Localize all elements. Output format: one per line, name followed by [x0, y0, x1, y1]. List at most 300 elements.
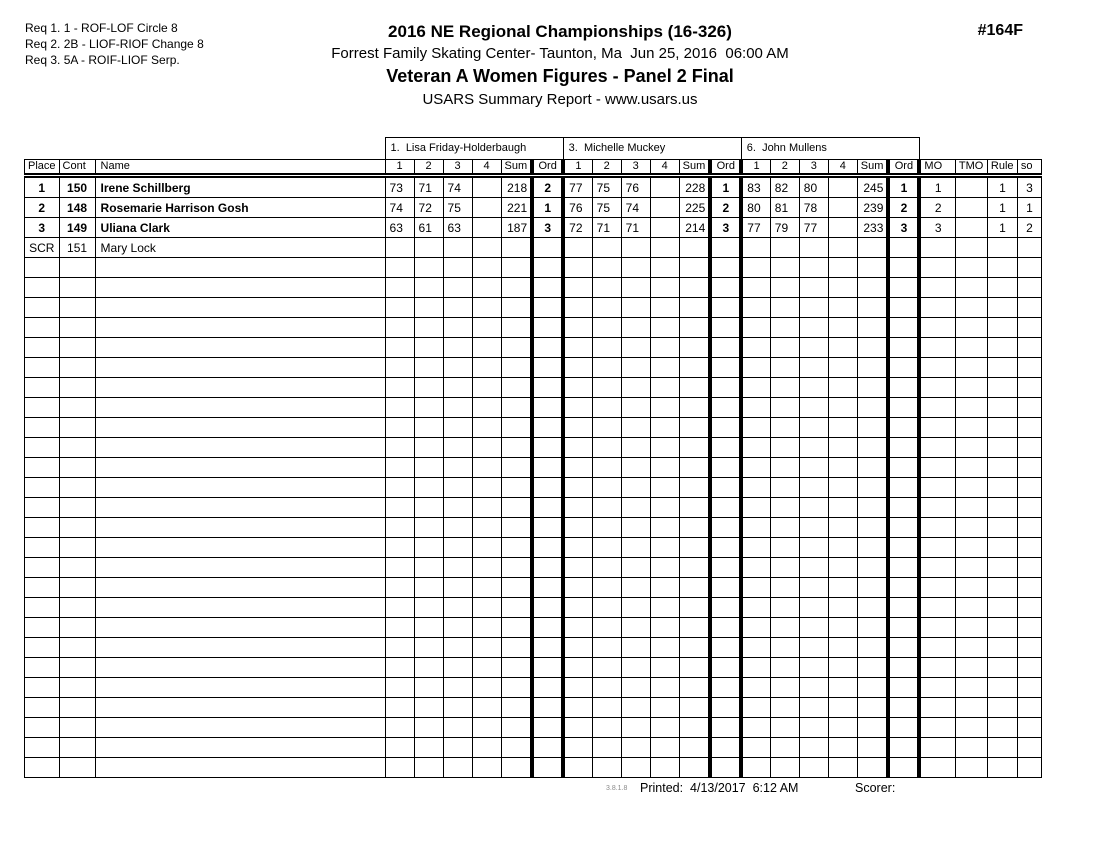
cell-judge2-score2: 75: [592, 176, 621, 198]
cell-judge2-ordinal: [710, 418, 741, 438]
cell-judge2-score4: [650, 618, 679, 638]
cell-judge1-score4: [472, 438, 501, 458]
cell-judge2-score1: 72: [563, 218, 592, 238]
cell-contestant-number: [59, 578, 95, 598]
cell-judge1-sum: [501, 578, 532, 598]
cell-rule: [987, 498, 1017, 518]
cell-judge1-score4: [472, 758, 501, 778]
cell-so: [1017, 698, 1041, 718]
cell-judge3-score2: [770, 678, 799, 698]
cell-tmo: [955, 398, 987, 418]
cell-judge2-sum: [679, 438, 710, 458]
cell-judge1-score3: [443, 518, 472, 538]
cell-contestant-number: [59, 318, 95, 338]
cell-judge3-score1: [741, 318, 770, 338]
cell-judge2-sum: [679, 738, 710, 758]
cell-judge3-score4: [828, 518, 857, 538]
cell-judge2-score3: [621, 398, 650, 418]
cell-contestant-number: [59, 398, 95, 418]
cell-judge3-score4: [828, 258, 857, 278]
cell-judge2-ordinal: [710, 258, 741, 278]
requirement-line-1: Req 1. 1 - ROF-LOF Circle 8: [25, 21, 178, 35]
printed-timestamp: Printed: 4/13/2017 6:12 AM: [640, 781, 799, 795]
cell-judge3-score1: [741, 658, 770, 678]
cell-judge3-score4: [828, 438, 857, 458]
cell-judge1-score4: [472, 398, 501, 418]
cell-judge3-ordinal: [888, 338, 919, 358]
cell-contestant-number: [59, 278, 95, 298]
cell-judge2-score4: [650, 338, 679, 358]
cell-judge1-score4: [472, 458, 501, 478]
cell-so: [1017, 538, 1041, 558]
cell-judge3-score2: [770, 398, 799, 418]
cell-place: [25, 338, 60, 358]
cell-judge2-score3: [621, 438, 650, 458]
cell-judge3-score2: [770, 338, 799, 358]
cell-judge2-score1: 76: [563, 198, 592, 218]
cell-judge1-score1: [385, 418, 414, 438]
cell-judge3-score1: [741, 478, 770, 498]
col-header-judge1-2: 2: [414, 160, 443, 176]
cell-judge1-ordinal: [532, 478, 563, 498]
cell-judge1-score4: [472, 298, 501, 318]
cell-judge1-score1: [385, 498, 414, 518]
cell-rule: [987, 318, 1017, 338]
cell-judge1-score1: [385, 698, 414, 718]
cell-judge1-score4: [472, 258, 501, 278]
cell-judge1-ordinal: [532, 518, 563, 538]
cell-rule: [987, 538, 1017, 558]
cell-judge2-sum: [679, 378, 710, 398]
cell-rule: 1: [987, 218, 1017, 238]
judges-row-right-spacer: [919, 138, 1041, 160]
cell-judge2-score2: [592, 498, 621, 518]
cell-judge2-score3: [621, 578, 650, 598]
cell-mo: [919, 238, 955, 258]
cell-judge3-sum: [857, 598, 888, 618]
cell-judge1-ordinal: [532, 578, 563, 598]
cell-judge1-sum: 221: [501, 198, 532, 218]
empty-row: [25, 398, 1042, 418]
cell-place: [25, 498, 60, 518]
cell-judge3-score1: 83: [741, 176, 770, 198]
cell-judge3-score4: [828, 358, 857, 378]
cell-tmo: [955, 418, 987, 438]
cell-judge3-sum: [857, 538, 888, 558]
cell-judge3-score1: [741, 558, 770, 578]
cell-judge3-score3: 77: [799, 218, 828, 238]
cell-judge2-score4: [650, 318, 679, 338]
cell-judge3-score3: [799, 718, 828, 738]
cell-place: [25, 758, 60, 778]
cell-judge3-score1: [741, 418, 770, 438]
cell-judge1-sum: [501, 678, 532, 698]
col-header-judge3-3: 3: [799, 160, 828, 176]
cell-judge2-score3: [621, 298, 650, 318]
cell-judge1-ordinal: [532, 398, 563, 418]
cell-judge1-sum: 187: [501, 218, 532, 238]
cell-judge3-ordinal: [888, 738, 919, 758]
cell-so: [1017, 418, 1041, 438]
col-header-tmo: TMO: [955, 160, 987, 176]
cell-judge3-score3: 80: [799, 176, 828, 198]
cell-judge2-score2: [592, 698, 621, 718]
cell-skater-name: [95, 478, 385, 498]
cell-judge1-sum: [501, 718, 532, 738]
cell-rule: 1: [987, 176, 1017, 198]
cell-judge3-sum: [857, 518, 888, 538]
cell-judge1-score1: [385, 618, 414, 638]
cell-judge2-sum: [679, 758, 710, 778]
cell-judge1-score3: [443, 318, 472, 338]
cell-judge3-score2: [770, 278, 799, 298]
cell-mo: [919, 498, 955, 518]
cell-place: [25, 638, 60, 658]
cell-judge1-score2: [414, 718, 443, 738]
cell-judge2-score3: [621, 278, 650, 298]
cell-judge2-score1: [563, 638, 592, 658]
cell-judge2-score1: [563, 618, 592, 638]
cell-judge1-ordinal: [532, 238, 563, 258]
cell-judge2-score3: [621, 598, 650, 618]
cell-judge1-score3: [443, 438, 472, 458]
cell-judge1-sum: [501, 658, 532, 678]
report-subtitle: USARS Summary Report - www.usars.us: [422, 91, 698, 108]
col-header-judge2-1: 1: [563, 160, 592, 176]
cell-judge3-score2: [770, 578, 799, 598]
cell-judge3-score3: [799, 358, 828, 378]
cell-judge1-score3: [443, 758, 472, 778]
cell-judge2-score4: [650, 518, 679, 538]
cell-skater-name: [95, 598, 385, 618]
cell-tmo: [955, 438, 987, 458]
cell-contestant-number: [59, 378, 95, 398]
cell-judge3-score4: [828, 418, 857, 438]
cell-so: [1017, 638, 1041, 658]
cell-judge1-ordinal: [532, 378, 563, 398]
cell-contestant-number: [59, 558, 95, 578]
cell-judge1-score3: [443, 678, 472, 698]
cell-judge3-ordinal: [888, 718, 919, 738]
cell-judge3-score1: [741, 758, 770, 778]
cell-place: [25, 518, 60, 538]
cell-judge3-score4: [828, 498, 857, 518]
cell-judge3-ordinal: [888, 758, 919, 778]
cell-judge2-score4: [650, 438, 679, 458]
cell-place: 1: [25, 176, 60, 198]
cell-judge3-score1: [741, 238, 770, 258]
cell-judge3-score3: [799, 618, 828, 638]
cell-mo: [919, 678, 955, 698]
cell-so: [1017, 258, 1041, 278]
cell-judge2-score4: [650, 458, 679, 478]
cell-judge1-sum: [501, 278, 532, 298]
cell-judge1-score1: [385, 538, 414, 558]
cell-skater-name: [95, 738, 385, 758]
cell-judge2-sum: [679, 238, 710, 258]
software-version: 3.8.1.8: [606, 785, 628, 792]
cell-rule: [987, 338, 1017, 358]
cell-judge1-sum: [501, 438, 532, 458]
cell-judge1-ordinal: 2: [532, 176, 563, 198]
cell-judge2-sum: [679, 578, 710, 598]
empty-row: [25, 258, 1042, 278]
cell-contestant-number: [59, 678, 95, 698]
cell-judge1-ordinal: [532, 318, 563, 338]
cell-judge3-score3: [799, 438, 828, 458]
cell-judge1-score3: [443, 398, 472, 418]
cell-judge3-score2: [770, 698, 799, 718]
title-block: [0, 22, 1100, 108]
cell-contestant-number: [59, 738, 95, 758]
cell-judge1-score2: [414, 418, 443, 438]
cell-judge1-score1: [385, 658, 414, 678]
cell-judge3-score1: [741, 578, 770, 598]
empty-row: [25, 298, 1042, 318]
cell-skater-name: [95, 418, 385, 438]
cell-judge1-score4: [472, 678, 501, 698]
cell-judge2-score1: [563, 478, 592, 498]
cell-judge3-sum: [857, 278, 888, 298]
cell-place: [25, 718, 60, 738]
cell-judge2-score4: [650, 218, 679, 238]
cell-rule: [987, 698, 1017, 718]
cell-so: [1017, 658, 1041, 678]
cell-judge3-score4: [828, 538, 857, 558]
cell-judge2-score3: [621, 718, 650, 738]
cell-skater-name: [95, 678, 385, 698]
cell-judge3-score4: [828, 678, 857, 698]
cell-judge1-ordinal: [532, 538, 563, 558]
cell-judge1-ordinal: [532, 258, 563, 278]
cell-judge3-ordinal: [888, 678, 919, 698]
cell-so: [1017, 278, 1041, 298]
cell-judge1-score2: [414, 698, 443, 718]
cell-judge1-score3: [443, 278, 472, 298]
cell-so: [1017, 598, 1041, 618]
cell-judge2-score1: [563, 278, 592, 298]
cell-skater-name: [95, 258, 385, 278]
cell-so: [1017, 758, 1041, 778]
cell-judge1-score1: [385, 718, 414, 738]
cell-judge1-ordinal: [532, 618, 563, 638]
cell-judge3-sum: [857, 438, 888, 458]
cell-contestant-number: [59, 498, 95, 518]
cell-judge1-sum: 218: [501, 176, 532, 198]
cell-judge1-ordinal: [532, 558, 563, 578]
cell-judge3-score3: [799, 518, 828, 538]
cell-tmo: [955, 578, 987, 598]
cell-judge2-score3: [621, 558, 650, 578]
cell-judge3-score4: [828, 698, 857, 718]
cell-judge3-score1: 77: [741, 218, 770, 238]
cell-judge1-score3: [443, 478, 472, 498]
cell-judge3-score4: [828, 718, 857, 738]
cell-mo: [919, 278, 955, 298]
cell-judge3-score1: [741, 538, 770, 558]
col-header-judge1-3: 3: [443, 160, 472, 176]
cell-judge2-score4: [650, 176, 679, 198]
cell-tmo: [955, 498, 987, 518]
empty-row: [25, 578, 1042, 598]
cell-judge3-ordinal: [888, 518, 919, 538]
col-header-judge2-4: 4: [650, 160, 679, 176]
cell-judge2-sum: [679, 558, 710, 578]
cell-judge2-ordinal: [710, 238, 741, 258]
cell-judge2-ordinal: [710, 438, 741, 458]
cell-judge2-score1: [563, 538, 592, 558]
cell-judge2-sum: [679, 338, 710, 358]
cell-judge1-score2: [414, 658, 443, 678]
cell-judge3-score1: [741, 398, 770, 418]
col-header-cont: Cont: [59, 160, 95, 176]
cell-mo: [919, 738, 955, 758]
cell-skater-name: Irene Schillberg: [95, 176, 385, 198]
cell-tmo: [955, 478, 987, 498]
cell-judge3-sum: [857, 418, 888, 438]
cell-judge1-score3: [443, 718, 472, 738]
cell-judge1-score2: [414, 258, 443, 278]
cell-place: [25, 298, 60, 318]
cell-judge1-ordinal: [532, 458, 563, 478]
cell-judge2-score2: [592, 298, 621, 318]
cell-mo: [919, 318, 955, 338]
cell-judge3-sum: [857, 298, 888, 318]
cell-judge1-score2: [414, 558, 443, 578]
cell-judge1-score2: [414, 518, 443, 538]
cell-so: [1017, 338, 1041, 358]
cell-judge3-score3: [799, 478, 828, 498]
cell-so: [1017, 518, 1041, 538]
cell-judge1-score4: [472, 638, 501, 658]
cell-judge3-score3: [799, 318, 828, 338]
cell-judge2-sum: 228: [679, 176, 710, 198]
cell-place: [25, 558, 60, 578]
col-header-judge3-ord: Ord: [888, 160, 919, 176]
cell-judge3-score2: [770, 738, 799, 758]
cell-judge1-ordinal: [532, 638, 563, 658]
cell-judge1-score4: [472, 718, 501, 738]
cell-judge2-score2: [592, 398, 621, 418]
cell-judge1-sum: [501, 758, 532, 778]
cell-so: [1017, 678, 1041, 698]
cell-judge1-sum: [501, 358, 532, 378]
cell-judge3-score1: [741, 258, 770, 278]
cell-contestant-number: [59, 258, 95, 278]
cell-judge2-score4: [650, 358, 679, 378]
cell-mo: [919, 298, 955, 318]
cell-judge3-score1: [741, 518, 770, 538]
cell-judge3-score2: [770, 358, 799, 378]
cell-judge3-ordinal: [888, 278, 919, 298]
cell-judge2-score4: [650, 198, 679, 218]
cell-place: [25, 418, 60, 438]
cell-judge3-score3: [799, 378, 828, 398]
cell-mo: [919, 638, 955, 658]
col-header-judge2-2: 2: [592, 160, 621, 176]
cell-judge3-score2: [770, 298, 799, 318]
judges-header-row: [25, 138, 1042, 160]
cell-judge1-score1: [385, 298, 414, 318]
cell-judge1-ordinal: [532, 338, 563, 358]
cell-judge2-score4: [650, 598, 679, 618]
cell-skater-name: Rosemarie Harrison Gosh: [95, 198, 385, 218]
cell-judge1-score1: [385, 578, 414, 598]
cell-contestant-number: 149: [59, 218, 95, 238]
cell-place: [25, 618, 60, 638]
cell-judge2-sum: [679, 358, 710, 378]
scorer-label: Scorer:: [855, 781, 896, 795]
cell-judge2-sum: [679, 638, 710, 658]
cell-judge1-score2: [414, 278, 443, 298]
cell-judge2-score2: [592, 278, 621, 298]
cell-judge2-score1: [563, 698, 592, 718]
cell-judge1-score2: 71: [414, 176, 443, 198]
cell-judge2-ordinal: [710, 658, 741, 678]
cell-tmo: [955, 358, 987, 378]
cell-tmo: [955, 198, 987, 218]
cell-judge3-score2: [770, 758, 799, 778]
cell-skater-name: [95, 298, 385, 318]
cell-judge2-score3: [621, 638, 650, 658]
cell-judge2-ordinal: [710, 358, 741, 378]
cell-judge3-ordinal: 3: [888, 218, 919, 238]
cell-tmo: [955, 538, 987, 558]
cell-judge1-score1: [385, 558, 414, 578]
cell-judge2-score4: [650, 258, 679, 278]
cell-judge1-score2: [414, 618, 443, 638]
skater-row: [25, 198, 1042, 218]
cell-so: [1017, 618, 1041, 638]
cell-judge1-score2: 61: [414, 218, 443, 238]
cell-rule: [987, 638, 1017, 658]
cell-judge2-score4: [650, 738, 679, 758]
cell-judge1-ordinal: [532, 698, 563, 718]
cell-rule: [987, 518, 1017, 538]
cell-judge1-sum: [501, 378, 532, 398]
cell-judge2-score4: [650, 378, 679, 398]
cell-judge3-score1: [741, 698, 770, 718]
cell-judge2-score1: [563, 338, 592, 358]
cell-judge2-ordinal: [710, 558, 741, 578]
cell-judge1-ordinal: [532, 598, 563, 618]
cell-judge2-score2: [592, 438, 621, 458]
cell-place: [25, 698, 60, 718]
cell-contestant-number: 151: [59, 238, 95, 258]
cell-judge1-score1: [385, 338, 414, 358]
cell-judge3-sum: [857, 718, 888, 738]
cell-so: 3: [1017, 176, 1041, 198]
cell-judge1-sum: [501, 418, 532, 438]
cell-judge3-score1: [741, 298, 770, 318]
requirement-line-3: Req 3. 5A - ROIF-LIOF Serp.: [25, 53, 180, 67]
cell-judge2-score4: [650, 418, 679, 438]
cell-judge3-score3: [799, 658, 828, 678]
cell-tmo: [955, 618, 987, 638]
cell-judge3-score1: [741, 738, 770, 758]
cell-tmo: [955, 598, 987, 618]
cell-so: [1017, 398, 1041, 418]
skater-row: [25, 218, 1042, 238]
cell-judge1-score2: [414, 538, 443, 558]
cell-judge3-score2: [770, 478, 799, 498]
cell-so: [1017, 718, 1041, 738]
cell-judge3-score2: [770, 638, 799, 658]
cell-judge1-score2: [414, 358, 443, 378]
cell-judge1-score4: [472, 738, 501, 758]
cell-tmo: [955, 698, 987, 718]
cell-judge2-score1: [563, 598, 592, 618]
